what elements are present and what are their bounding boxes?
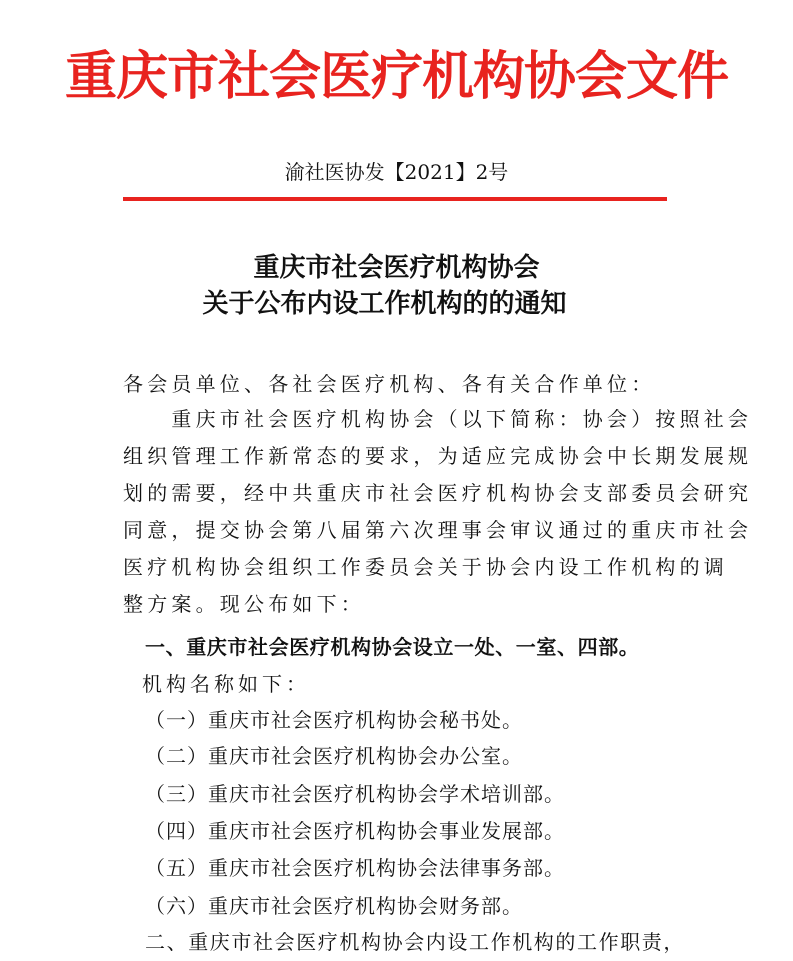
list-item: （六）重庆市社会医疗机构协会财务部。 <box>145 894 523 918</box>
paragraph-line: 医疗机构协会组织工作委员会关于协会内设工作机构的调 <box>123 555 728 579</box>
section1-heading: 一、重庆市社会医疗机构协会设立一处、一室、四部。 <box>145 635 640 659</box>
header-red-divider <box>123 197 667 201</box>
document-header-title: 重庆市社会医疗机构协会文件 <box>64 47 728 107</box>
list-item: （五）重庆市社会医疗机构协会法律事务部。 <box>145 856 565 880</box>
list-item: （三）重庆市社会医疗机构协会学术培训部。 <box>145 782 565 806</box>
salutation: 各会员单位、各社会医疗机构、各有关合作单位： <box>123 372 656 396</box>
list-item: （一）重庆市社会医疗机构协会秘书处。 <box>145 708 523 732</box>
notice-title-line1: 重庆市社会医疗机构协会 <box>253 253 540 283</box>
document-number: 渝社医协发【2021】2号 <box>284 160 509 184</box>
paragraph-line: 同意，提交协会第八届第六次理事会审议通过的重庆市社会 <box>123 518 753 542</box>
notice-title-line2: 关于公布内设工作机构的的通知 <box>202 289 567 319</box>
section2-heading: 二、重庆市社会医疗机构协会内设工作机构的工作职责， <box>145 930 685 954</box>
paragraph-line: 整方案。现公布如下： <box>123 592 365 616</box>
section1-intro: 机构名称如下： <box>142 672 310 696</box>
list-item: （二）重庆市社会医疗机构协会办公室。 <box>145 744 523 768</box>
paragraph-line: 重庆市社会医疗机构协会（以下简称：协会）按照社会 <box>123 407 753 431</box>
notice-title <box>0 250 793 322</box>
list-item: （四）重庆市社会医疗机构协会事业发展部。 <box>145 819 565 843</box>
paragraph-line: 划的需要，经中共重庆市社会医疗机构协会支部委员会研究 <box>123 481 753 505</box>
paragraph-line: 组织管理工作新常态的要求，为适应完成协会中长期发展规 <box>123 444 753 468</box>
